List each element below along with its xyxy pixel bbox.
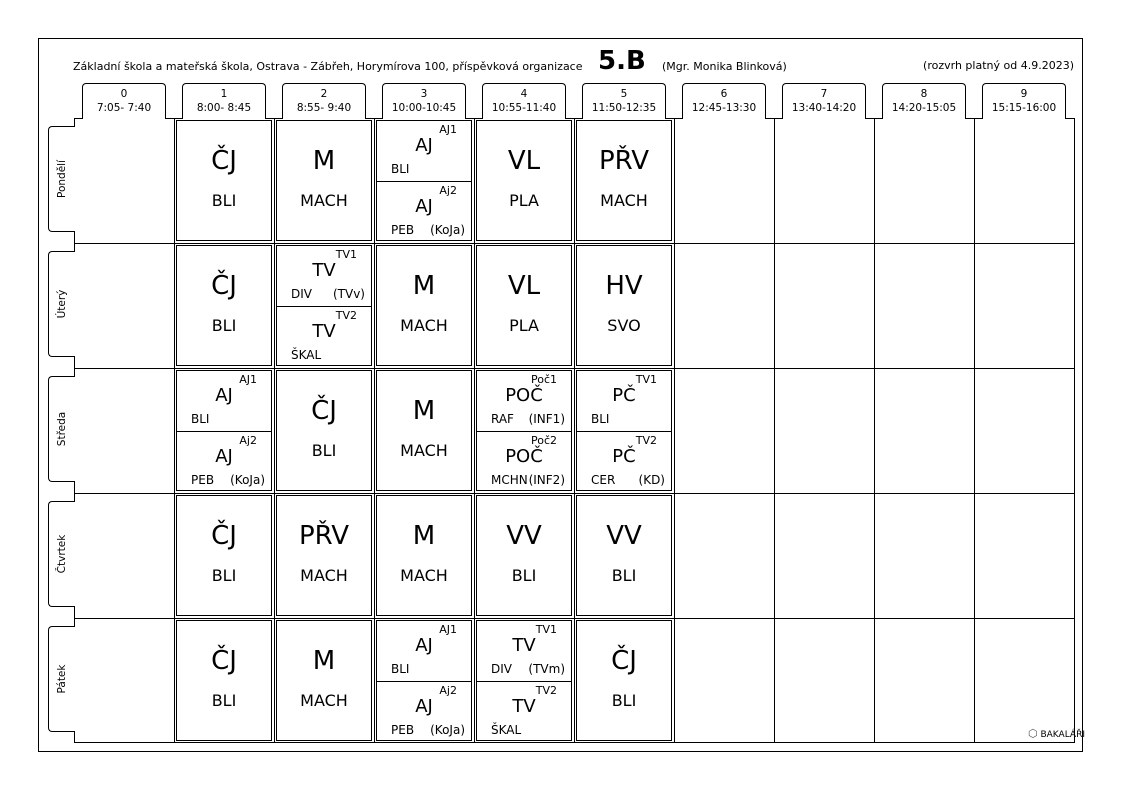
period-number: 9 (1020, 88, 1028, 100)
group-label: Aj2 (439, 184, 457, 197)
lesson-cell[interactable] (276, 120, 372, 241)
teacher-label: DIV (291, 287, 312, 301)
teacher-label: MACH (400, 316, 448, 335)
lesson-cell[interactable] (476, 120, 572, 241)
period-number: 1 (220, 88, 228, 100)
room-label: (KoJa) (230, 473, 265, 487)
room-label: (INF1) (528, 412, 565, 426)
teacher-label: BLI (211, 691, 237, 710)
period-time: 11:50-12:35 (591, 102, 657, 114)
teacher-label: PLA (509, 316, 539, 335)
teacher-label: PLA (509, 191, 539, 210)
day-label: Čtvrtek (56, 534, 68, 574)
day-tab (48, 376, 75, 482)
subject-label: TV (512, 696, 536, 717)
grid-row-line (74, 368, 1075, 369)
valid-from: (rozvrh platný od 4.9.2023) (923, 59, 1074, 72)
subject-label: AJ (415, 635, 433, 656)
lesson-cell[interactable] (176, 245, 272, 366)
grid-column-line (974, 118, 975, 743)
subject-label: VV (606, 521, 642, 551)
teacher-label: MACH (600, 191, 648, 210)
teacher-label: MACH (300, 566, 348, 585)
class-teacher: (Mgr. Monika Blinková) (662, 60, 787, 73)
lesson-half (377, 181, 471, 242)
group-label: Aj2 (439, 684, 457, 697)
lesson-cell[interactable] (576, 495, 672, 616)
teacher-label: BLI (211, 316, 237, 335)
period-number: 3 (420, 88, 428, 100)
group-label: AJ1 (239, 373, 257, 386)
grid-column-line (874, 118, 875, 743)
room-label: (KoJa) (430, 723, 465, 737)
lesson-half (477, 681, 571, 742)
room-label: (KD) (638, 473, 665, 487)
period-header (482, 83, 566, 119)
lesson-cell[interactable] (376, 620, 472, 741)
period-time: 7:05- 7:40 (96, 102, 152, 114)
period-number: 6 (720, 88, 728, 100)
teacher-label: MACH (300, 191, 348, 210)
subject-label: M (312, 146, 336, 176)
lesson-cell[interactable] (176, 370, 272, 491)
grid-column-line (774, 118, 775, 743)
lesson-half (277, 306, 371, 367)
grid-row-line (74, 243, 1075, 244)
period-number: 8 (920, 88, 928, 100)
school-name: Základní škola a mateřská škola, Ostrava - Zábřeh, Horymírova 100, příspěvková organizace (73, 60, 583, 73)
period-time: 10:55-11:40 (491, 102, 557, 114)
room-label: (INF2) (528, 473, 565, 487)
period-header (82, 83, 166, 119)
teacher-label: PEB (191, 473, 215, 487)
teacher-label: DIV (491, 662, 512, 676)
period-time: 8:00- 8:45 (196, 102, 252, 114)
group-label: TV2 (635, 434, 657, 447)
lesson-half (177, 371, 271, 431)
group-label: TV1 (335, 248, 357, 261)
lesson-half (277, 246, 371, 306)
class-name: 5.B (598, 46, 646, 76)
period-time: 13:40-14:20 (791, 102, 857, 114)
lesson-half (477, 431, 571, 492)
teacher-label: PEB (391, 223, 415, 237)
subject-label: HV (605, 271, 643, 301)
lesson-cell[interactable] (276, 245, 372, 366)
period-header (182, 83, 266, 119)
lesson-cell[interactable] (276, 495, 372, 616)
logo-text: BAKALÁŘI (1040, 730, 1085, 740)
subject-label: AJ (215, 385, 233, 406)
lesson-half (377, 681, 471, 742)
teacher-label: RAF (491, 412, 514, 426)
subject-label: VV (506, 521, 542, 551)
grid-column-line (474, 118, 475, 743)
room-label: (TVm) (528, 662, 565, 676)
period-header (982, 83, 1066, 119)
lesson-cell[interactable] (576, 370, 672, 491)
lesson-half (377, 121, 471, 181)
period-time: 10:00-10:45 (391, 102, 457, 114)
day-tab (48, 501, 75, 607)
lesson-cell[interactable] (576, 120, 672, 241)
teacher-label: BLI (611, 566, 637, 585)
subject-label: M (412, 271, 436, 301)
lesson-cell[interactable] (576, 245, 672, 366)
subject-label: ČJ (211, 521, 237, 551)
bakalari-logo-icon: ⬡ (1027, 727, 1038, 740)
period-number: 2 (320, 88, 328, 100)
lesson-half (477, 621, 571, 681)
period-number: 0 (120, 88, 128, 100)
grid-column-line (174, 118, 175, 743)
period-number: 5 (620, 88, 628, 100)
lesson-cell[interactable] (376, 245, 472, 366)
subject-label: VL (507, 146, 541, 176)
subject-label: M (312, 646, 336, 676)
subject-label: M (412, 521, 436, 551)
teacher-label: MACH (300, 691, 348, 710)
lesson-cell[interactable] (276, 620, 372, 741)
group-label: Poč1 (530, 373, 557, 386)
teacher-label: MACH (400, 566, 448, 585)
period-time: 15:15-16:00 (991, 102, 1057, 114)
teacher-label: BLI (511, 566, 537, 585)
period-header (382, 83, 466, 119)
teacher-label: BLI (211, 191, 237, 210)
day-tab (48, 126, 75, 232)
grid-column-line (674, 118, 675, 743)
teacher-label: BLI (611, 691, 637, 710)
teacher-label: BLI (391, 662, 410, 676)
lesson-cell[interactable] (476, 495, 572, 616)
subject-label: TV (312, 260, 336, 281)
teacher-label: BLI (191, 412, 210, 426)
footer-logo (1028, 727, 1085, 740)
subject-label: ČJ (611, 646, 637, 676)
lesson-cell[interactable] (176, 495, 272, 616)
period-time: 14:20-15:05 (891, 102, 957, 114)
group-label: AJ1 (439, 123, 457, 136)
lesson-half (577, 371, 671, 431)
period-time: 12:45-13:30 (691, 102, 757, 114)
period-header (682, 83, 766, 119)
subject-label: M (412, 396, 436, 426)
subject-label: ČJ (211, 146, 237, 176)
group-label: TV1 (635, 373, 657, 386)
lesson-cell[interactable] (376, 495, 472, 616)
lesson-cell[interactable] (276, 370, 372, 491)
lesson-half (577, 431, 671, 492)
teacher-label: ŠKAL (491, 723, 522, 737)
lesson-half (177, 431, 271, 492)
teacher-label: MCHN (491, 473, 528, 487)
lesson-cell[interactable] (476, 620, 572, 741)
group-label: Aj2 (239, 434, 257, 447)
subject-label: AJ (215, 446, 233, 467)
subject-label: PČ (612, 446, 636, 467)
grid-column-line (574, 118, 575, 743)
day-tab (48, 626, 75, 732)
day-tab (48, 251, 75, 357)
subject-label: AJ (415, 135, 433, 156)
subject-label: AJ (415, 196, 433, 217)
subject-label: POČ (505, 385, 543, 406)
group-label: AJ1 (439, 623, 457, 636)
period-header (582, 83, 666, 119)
lesson-cell[interactable] (176, 620, 272, 741)
subject-label: PŘV (298, 521, 350, 551)
teacher-label: MACH (400, 441, 448, 460)
teacher-label: BLI (591, 412, 610, 426)
teacher-label: BLI (391, 162, 410, 176)
period-header (782, 83, 866, 119)
teacher-label: PEB (391, 723, 415, 737)
day-label: Pondělí (56, 160, 68, 198)
period-header (282, 83, 366, 119)
subject-label: TV (312, 321, 336, 342)
lesson-half (377, 621, 471, 681)
group-label: TV2 (335, 309, 357, 322)
lesson-cell[interactable] (576, 620, 672, 741)
day-label: Úterý (56, 289, 68, 319)
grid-column-line (374, 118, 375, 743)
group-label: TV2 (535, 684, 557, 697)
subject-label: TV (512, 635, 536, 656)
lesson-cell[interactable] (376, 370, 472, 491)
room-label: (KoJa) (430, 223, 465, 237)
grid-column-line (274, 118, 275, 743)
teacher-label: BLI (211, 566, 237, 585)
teacher-label: SVO (607, 316, 641, 335)
lesson-cell[interactable] (476, 245, 572, 366)
day-label: Středa (56, 411, 68, 447)
group-label: TV1 (535, 623, 557, 636)
teacher-label: ŠKAL (291, 348, 322, 362)
group-label: Poč2 (530, 434, 557, 447)
period-time: 8:55- 9:40 (296, 102, 352, 114)
subject-label: PŘV (598, 146, 650, 176)
lesson-cell[interactable] (376, 120, 472, 241)
period-header (882, 83, 966, 119)
teacher-label: BLI (311, 441, 337, 460)
grid-row-line (74, 493, 1075, 494)
subject-label: ČJ (311, 396, 337, 426)
subject-label: POČ (505, 446, 543, 467)
subject-label: ČJ (211, 646, 237, 676)
subject-label: PČ (612, 385, 636, 406)
lesson-cell[interactable] (476, 370, 572, 491)
grid-row-line (74, 618, 1075, 619)
period-number: 4 (520, 88, 528, 100)
lesson-half (477, 371, 571, 431)
subject-label: VL (507, 271, 541, 301)
lesson-cell[interactable] (176, 120, 272, 241)
subject-label: ČJ (211, 271, 237, 301)
teacher-label: CER (591, 473, 616, 487)
subject-label: AJ (415, 696, 433, 717)
day-label: Pátek (56, 664, 68, 694)
period-number: 7 (820, 88, 828, 100)
room-label: (TVv) (332, 287, 365, 301)
